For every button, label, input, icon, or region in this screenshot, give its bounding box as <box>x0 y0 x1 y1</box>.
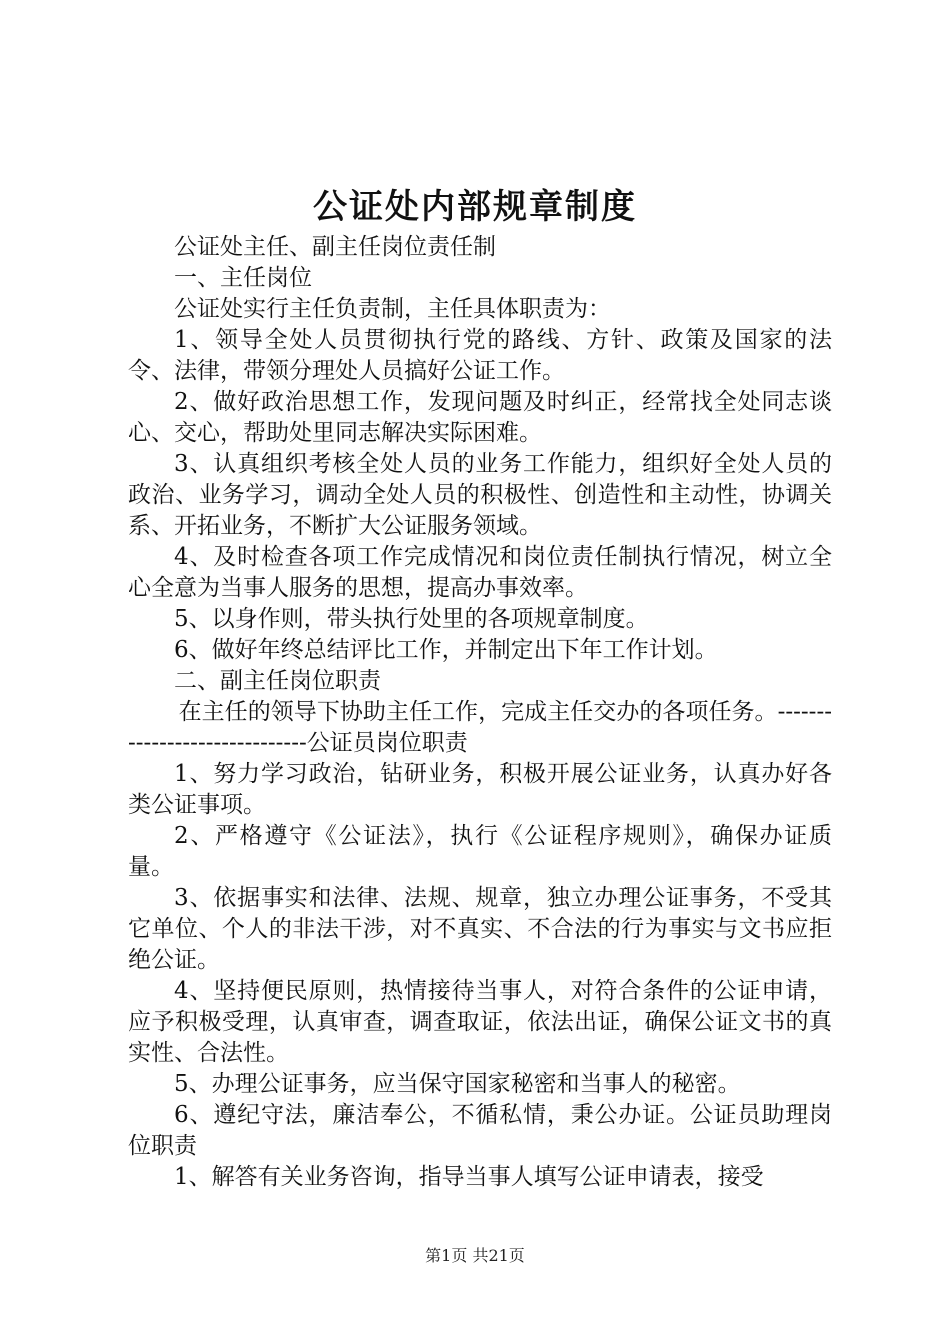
paragraph: 1、努力学习政治，钻研业务，积极开展公证业务，认真办好各类公证事项。 <box>128 761 832 818</box>
paragraph: 在主任的领导下协助主任工作，完成主任交办的各项任务。------------------------------公证员岗位职责 <box>128 699 832 756</box>
paragraph: 2、做好政治思想工作，发现问题及时纠正，经常找全处同志谈心、交心，帮助处里同志解决实际困难。 <box>128 389 832 446</box>
paragraph: 2、严格遵守《公证法》，执行《公证程序规则》，确保办证质量。 <box>128 823 832 880</box>
paragraph: 6、做好年终总结评比工作，并制定出下年工作计划。 <box>174 637 718 663</box>
paragraph: 3、依据事实和法律、法规、规章，独立办理公证事务，不受其它单位、个人的非法干涉，对不真实、不合法的行为事实与文书应拒绝公证。 <box>128 885 832 973</box>
paragraph: 一、主任岗位 <box>174 265 312 291</box>
paragraph: 4、坚持便民原则，热情接待当事人，对符合条件的公证申请，应予积极受理，认真审查，调查取证，依法出证，确保公证文书的真实性、合法性。 <box>128 978 832 1066</box>
paragraph: 1、解答有关业务咨询，指导当事人填写公证申请表，接受 <box>174 1164 764 1190</box>
paragraph: 公证处实行主任负责制，主任具体职责为： <box>174 296 611 322</box>
paragraph: 3、认真组织考核全处人员的业务工作能力，组织好全处人员的政治、业务学习，调动全处人员的积极性、创造性和主动性，协调关系、开拓业务，不断扩大公证服务领域。 <box>128 451 832 539</box>
paragraph: 公证处主任、副主任岗位责任制 <box>174 234 496 260</box>
document-body <box>128 232 832 1193</box>
document-title: 公证处内部规章制度 <box>313 187 637 227</box>
paragraph: 6、遵纪守法，廉洁奉公，不循私情，秉公办证。公证员助理岗位职责 <box>128 1102 832 1159</box>
paragraph: 5、办理公证事务，应当保守国家秘密和当事人的秘密。 <box>174 1071 741 1097</box>
paragraph: 5、以身作则，带头执行处里的各项规章制度。 <box>174 606 649 632</box>
page-footer: 第1页 共21页 <box>425 1246 525 1265</box>
paragraph: 1、领导全处人员贯彻执行党的路线、方针、政策及国家的法令、法律，带领分理处人员搞好公证工作。 <box>128 327 832 384</box>
paragraph: 二、副主任岗位职责 <box>174 668 381 694</box>
paragraph: 4、及时检查各项工作完成情况和岗位责任制执行情况，树立全心全意为当事人服务的思想，提高办事效率。 <box>128 544 832 601</box>
